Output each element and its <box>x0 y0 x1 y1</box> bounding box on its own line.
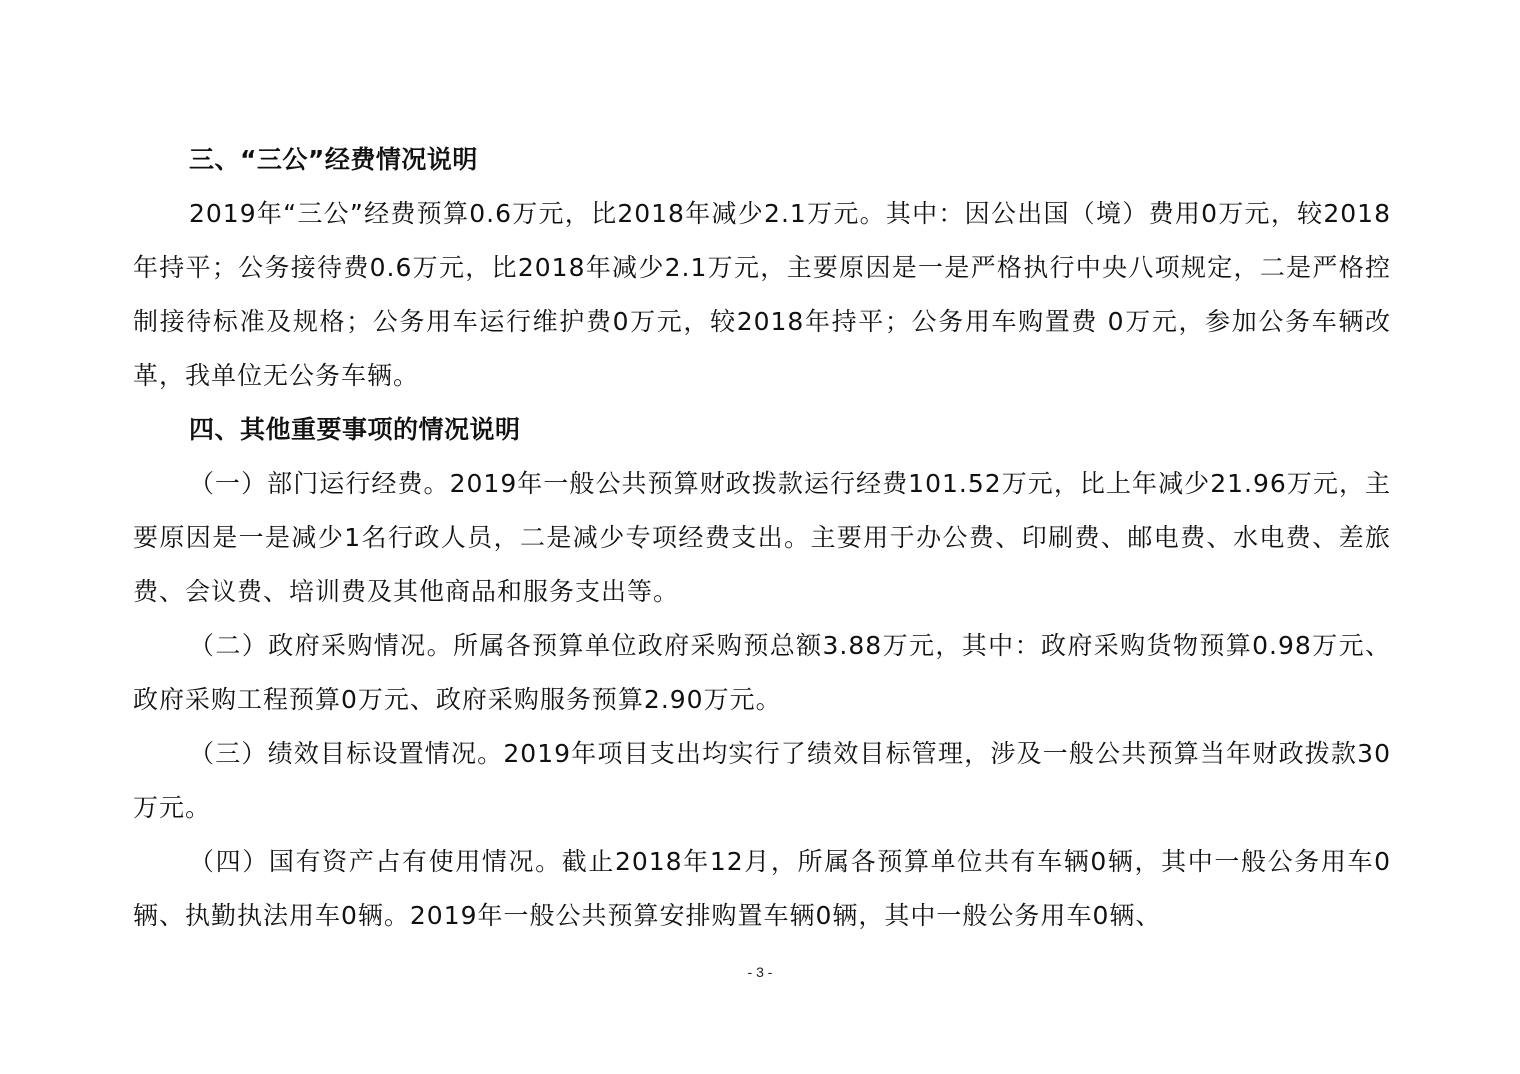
section-heading-other-matters: 四、其他重要事项的情况说明 <box>189 415 521 444</box>
section-heading-three-public-expenses: 三、“三公”经费情况说明 <box>189 145 478 174</box>
paragraph-operating-funds: （一）部门运行经费。2019年一般公共预算财政拨款运行经费101.52万元，比上年减少21.96万元，主要原因是一是减少1名行政人员，二是减少专项经费支出。主要用于办公费、印刷费、邮电费、水电费、差旅费、会议费、培训费及其他商品和服务支出等。 <box>133 469 1391 606</box>
paragraph-state-assets: （四）国有资产占有使用情况。截止2018年12月，所属各预算单位共有车辆0辆，其中一般公务用车0 辆、执勤执法用车0辆。2019年一般公共预算安排购置车辆0辆，其中一般公务用车0辆、 <box>133 847 1391 930</box>
paragraph-three-public-expenses: 2019年“三公”经费预算0.6万元，比2018年减少2.1万元。其中：因公出国（境）费用0万元，较2018年持平；公务接待费0.6万元，比2018年减少2.1万元，主要原因是一是严格执行中央八项规定，二是严格控制接待标准及规格；公务用车运行维护费0万元，较2018年持平；公务用车购置费 0万元，参加公务车辆改革，我单位无公务车辆。 <box>133 199 1391 390</box>
paragraph-government-procurement: （二）政府采购情况。所属各预算单位政府采购预总额3.88万元，其中：政府采购货物预算0.98万元、政府采购工程预算0万元、政府采购服务预算2.90万元。 <box>133 631 1391 714</box>
paragraph-performance-targets: （三）绩效目标设置情况。2019年项目支出均实行了绩效目标管理，涉及一般公共预算当年财政拨款30万元。 <box>133 739 1391 822</box>
page-number: - 3 - <box>747 964 773 980</box>
document-body <box>133 133 1391 943</box>
